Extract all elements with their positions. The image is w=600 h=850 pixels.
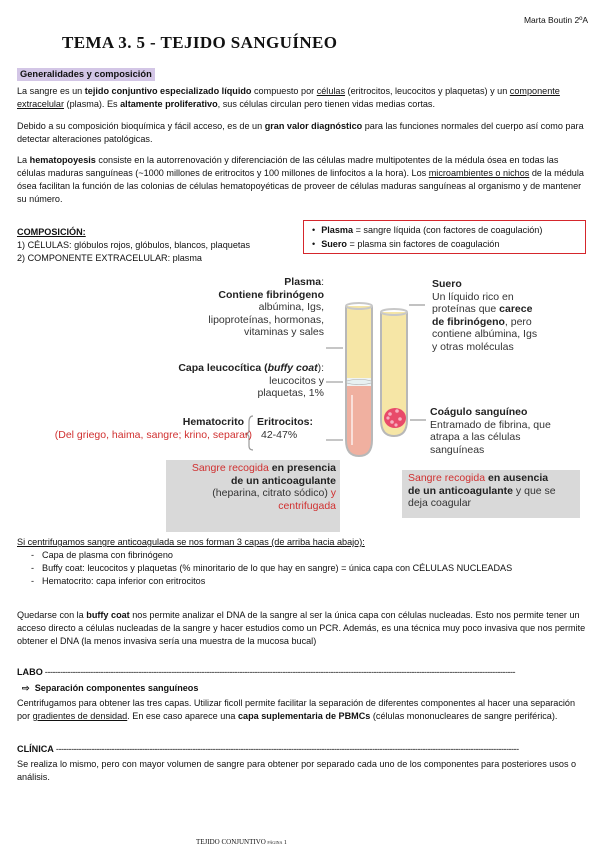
hematocrito-label: Hematocrito [182,416,244,428]
section-heading-generalidades: Generalidades y composición [17,68,155,81]
right-tube [381,309,407,436]
list-item: - Buffy coat: leucocitos y plaquetas (% minoritario de lo que hay en sangre) = única capa con CÉLULAS NUCLEADAS [28,562,512,575]
suero-label: Suero Un líquido rico en proteínas que carece de fibrinógeno, pero contiene albúmina, Igs y otras moléculas [432,278,538,353]
composicion-item-1: 1) CÉLULAS: glóbulos rojos, glóbulos, blancos, plaquetas [17,240,251,250]
list-item: - Hematocrito: capa inferior con eritrocitos [28,575,512,588]
composicion-heading: COMPOSICIÓN: [17,227,86,237]
arrow-right-icon: ⇨ [22,683,30,693]
centrifugado-intro: Si centrifugamos sangre anticoagulada se nos forman 3 capas (de arriba hacia abajo): [17,537,365,547]
buffy-coat-label: Capa leucocítica (buffy coat): leucocitos y plaquetas, 1% [178,362,324,399]
clinica-divider: CLÍNICA --------------------------------------------------------------------------------------------------------------------------------------------------------------------------------------- [17,744,519,754]
paragraph-buffy-coat: Quedarse con la buffy coat nos permite analizar el DNA de la sangre al ser la única capa con células nucleadas. Esto nos permite tener un acceso directo a células nucleadas de la sangre y hacer estudios como un PCR. Además, es una técnica muy poco invasiva que nos permite obtener el DNA (la menos invasiva sería una muestra de la mucosa bucal) [17,610,586,646]
griego-label: (Del griego, haima, sangre; krino, separar) [54,429,252,441]
composicion-item-2: 2) COMPONENTE EXTRACELULAR: plasma [17,253,202,263]
plasma-label: Plasma: Contiene fibrinógeno albúmina, Igs, lipoproteínas, hormonas, vitaminas y sales [208,276,324,338]
centrifugado-list [28,549,512,588]
plasma-suero-box [303,220,586,254]
list-item: - Capa de plasma con fibrinógeno [28,549,512,562]
eritrocitos-label: Eritrocitos: 42-47% [257,416,314,441]
author-label: Marta Boutin 2ºA [523,15,588,25]
blood-tubes-figure [54,270,590,532]
paragraph-intro: La sangre es un tejido conjuntivo especializado líquido compuesto por células (eritrocitos, leucocitos y plaquetas) y un componente extracelular (plasma). Es altamente proliferativo, sus células circulan pero tienen vidas medias cortas. [17,86,560,109]
labo-subheading: ⇨ Separación componentes sanguíneos [22,683,199,693]
paragraph-hematopoyesis: La hematopoyesis consiste en la autorrenovación y diferenciación de las células madre multipotentes de la médula ósea en todas las células maduras sanguíneas (~1000 millones de eritrocitos y 100 millones de linfocitos a la hora). Los microambientes o nichos de la médula ósea facilitan la función de las colonias de células hematopoyéticas de proveer de células maduras sanguíneas al organismo y de mantener su número. [17,155,584,204]
paragraph-clinica: Se realiza lo mismo, pero con mayor volumen de sangre para obtener por separado cada uno de los componentes para posteriores usos o análisis. [17,759,577,782]
paragraph-labo: Centrifugamos para obtener las tres capas. Utilizar ficoll permite facilitar la separación de diferentes componentes al hacer una separación por gradientes de densidad. En ese caso aparece una capa suplementaria de PBMCs (células mononucleares de sangre periférica). [17,698,576,721]
page-footer: TEJIDO CONJUNTIVO página 1 [196,838,287,846]
right-caption: Sangre recogida en ausencia de un anticoagulante y que se deja coagular [408,472,556,510]
labo-divider: LABO ------------------------------------------------------------------------------------------------------------------------------------------------------------------------------------------ [17,667,516,677]
paragraph-diagnostico: Debido a su composición bioquímica y fácil acceso, es de un gran valor diagnóstico para las funciones normales del cuerpo así como para detectar alteraciones patológicas. [17,121,584,144]
connector-lines [326,305,426,440]
box-item-plasma: • Plasma = sangre líquida (con factores de coagulación) [312,223,579,237]
left-tube [346,303,372,456]
composicion-block [17,226,250,265]
box-item-suero: • Suero = plasma sin factores de coagulación [312,237,579,251]
left-caption: Sangre recogida en presencia de un anticoagulante (heparina, citrato sódico) y centrifugada [191,462,336,513]
page-title: TEMA 3. 5 - TEJIDO SANGUÍNEO [62,33,338,52]
coagulo-label: Coágulo sanguíneo Entramado de fibrina, que atrapa a las células sanguíneas [430,406,551,456]
